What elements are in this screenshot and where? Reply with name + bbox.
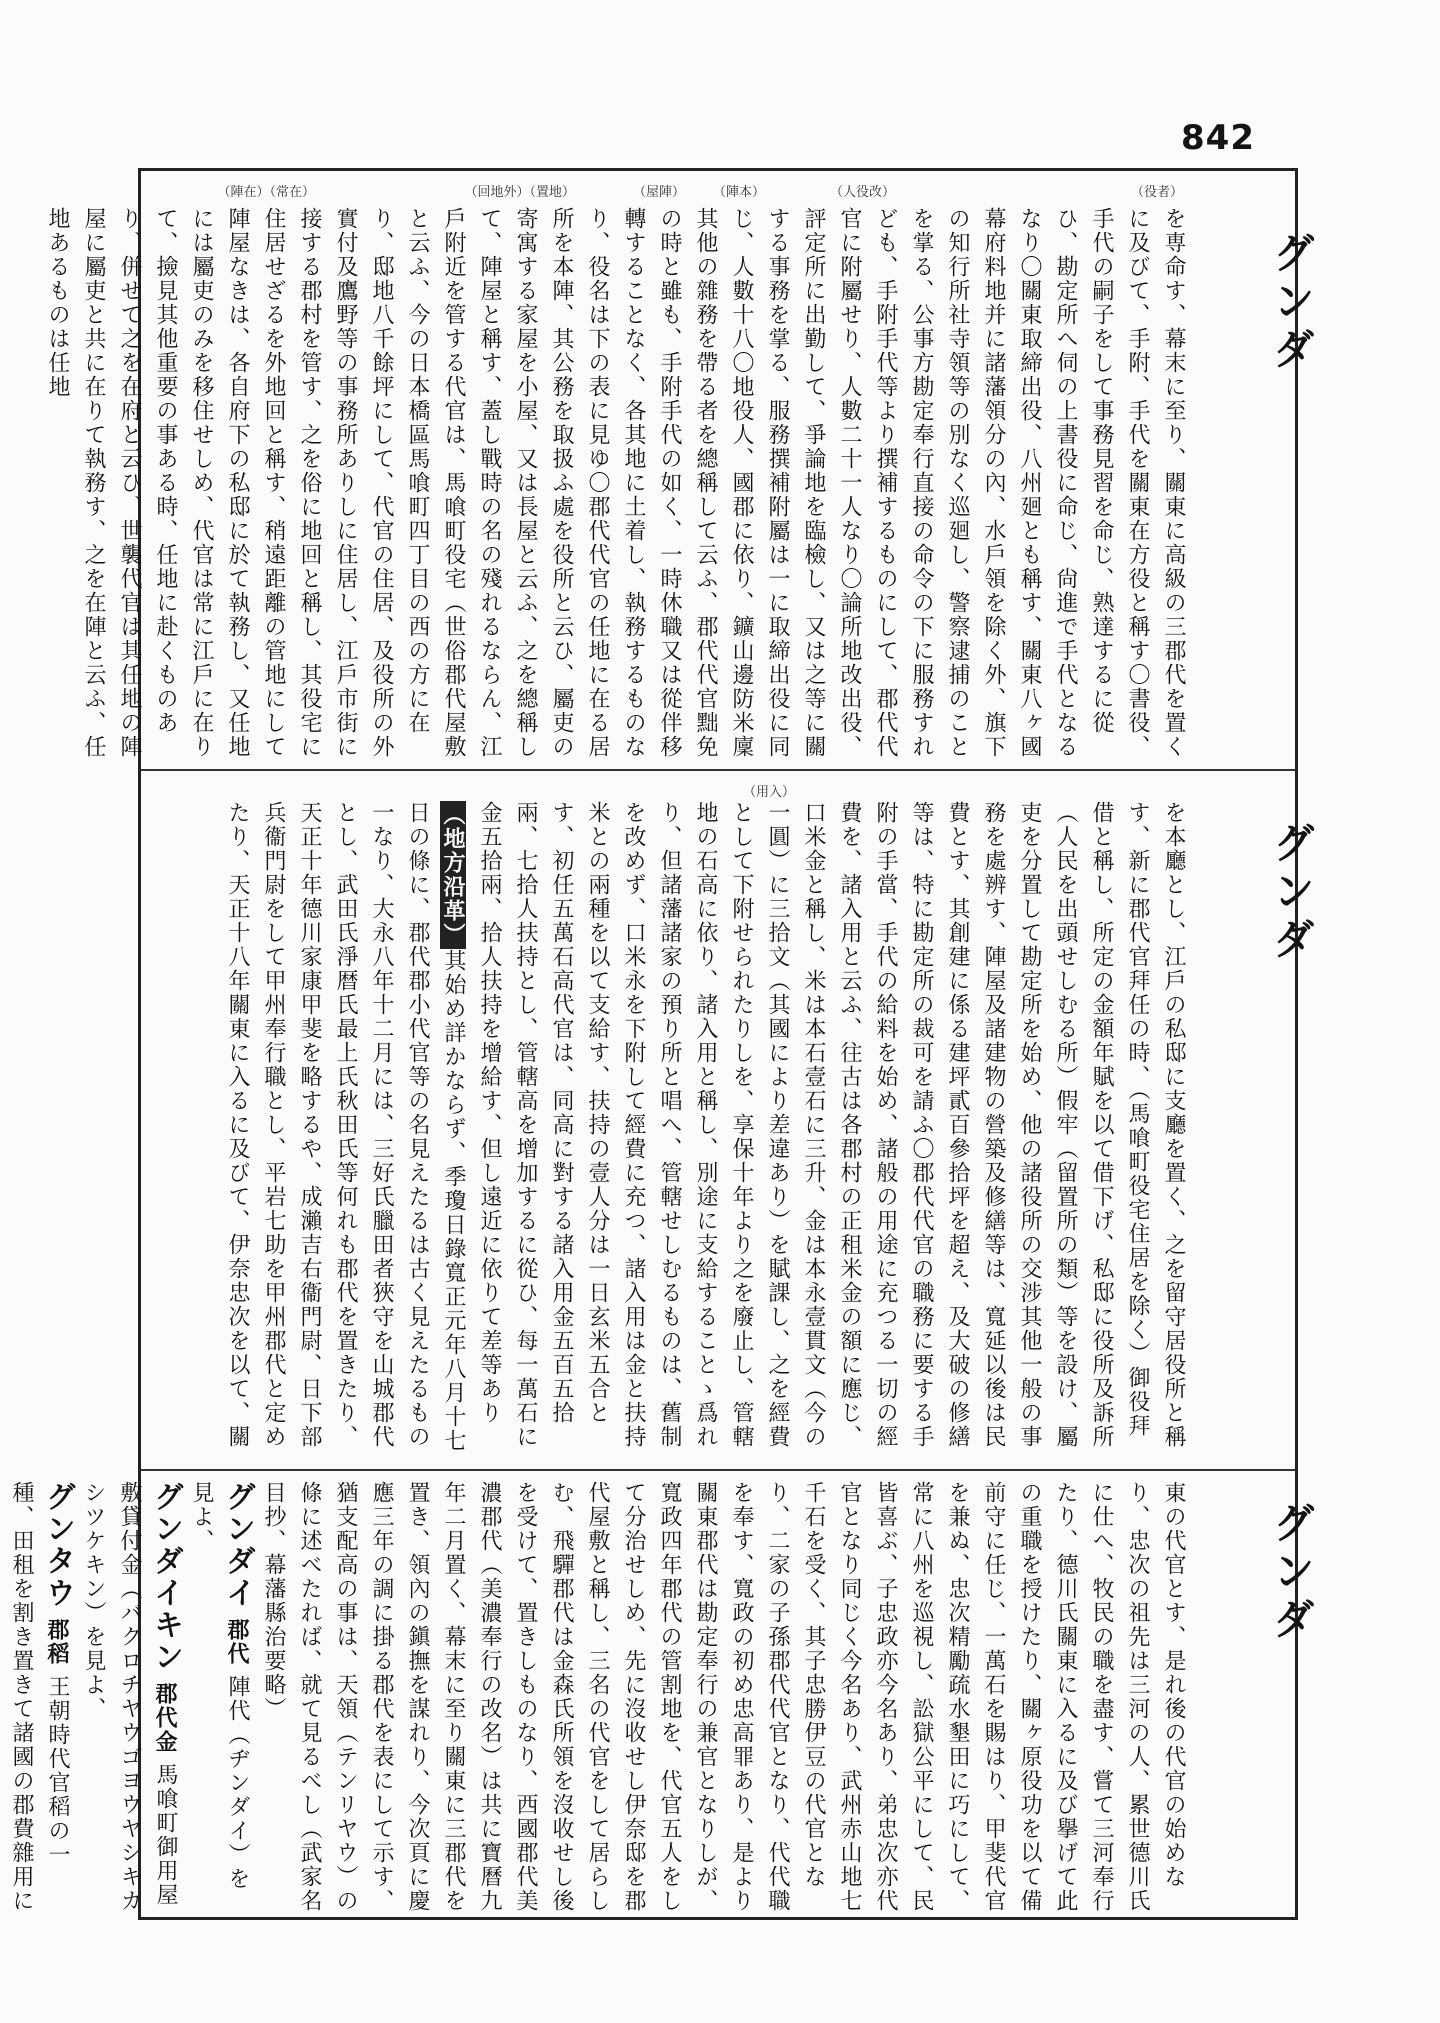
entry-gundaikin bbox=[75, 1481, 183, 1913]
page-number: 842 bbox=[1181, 118, 1255, 158]
margin-note: （陣本） bbox=[712, 185, 765, 200]
entry-gloss: 郡代金 bbox=[152, 1682, 178, 1754]
headword-3: グンダ bbox=[1267, 1501, 1316, 1645]
headword-1: グンダ bbox=[1267, 231, 1316, 375]
entry-gundai bbox=[183, 1481, 255, 1913]
body-text-main: を本廳とし、江戶の私邸に支廳を置く、之を留守居役所と稱す、新に郡代官拜任の時、（馬喰町役宅住居を除く）御役拜借と稱し、所定の金額年賦を以て借下げ、私邸に役所及訴所（人民を出頭せしむる所）假牢（留置所の類）等を設け、屬吏を分置して勘定所を始め、他の諸役所の交涉其他一般の事務を處辨す、陣屋及諸建物の營築及修繕等は、寬延以後は民費とす、其創建に係る建坪貳百參拾坪を超え、及大破の修繕等は、特に勘定所の裁可を請ふ〇郡代代官の職務に要する手附の手當、手代の給料を始め、諸般の用途に充つる一切の經費を、諸入用と云ふ、往古は各郡村の正租米金の額に應じ、口米金と稱し、米は本石壹石に三升、金は本永壹貫文（今の一圓）に三拾文（其國により差違あり）を賦課し、之を經費として下附せられたりしを、享保十年より之を廢止し、管轄地の石高に依り、諸入用と稱し、別途に支給することゝ爲れり、但諸藩諸家の預り所と唱へ、管轄せしむるものは、舊制を改めず、口米永を下附して經費に充つ、諸入用は金と扶持米との兩種を以て支給す、扶持の壹人分は一日玄米五合とす、初任五萬石高代官は、同高に對する諸入用金五百五拾兩、七拾人扶持とし、管轄高を增加するに從ひ、每一萬石に金五拾兩、拾人扶持を增給す、但し遠近に依りて差等あり bbox=[477, 801, 1186, 1449]
source-highlight: （地方沿革） bbox=[440, 803, 466, 947]
entry-band-3 bbox=[9, 1471, 1316, 1923]
entry-text: 王朝時代官稻の一種、田租を割き置きて諸國の郡費雜用に bbox=[9, 1481, 70, 1913]
entry-headword: グンタウ bbox=[40, 1481, 75, 1609]
margin-note: （回地外）（置地） bbox=[464, 185, 575, 200]
entry-text: 馬喰町御用屋敷貸付金（バクロチヤウゴヨウヤシキカシツケキン）を見よ、 bbox=[81, 1481, 178, 1913]
entry-band-2 bbox=[141, 771, 1316, 1471]
entry-gloss: 郡代 bbox=[224, 1618, 250, 1666]
body-text: を専命す、幕末に至り、關東に高級の三郡代を置くに及びて、手附、手代を關東在方役と稱す〇書役、手代の嗣子をして事務見習を命じ、熟達するに從ひ、勘定所へ伺の上書役に命じ、尙進で手代となるなり〇關東取締出役、八州廻とも稱す、關東八ヶ國幕府料地并に諸藩領分の內、水戶領を除く外、旗下の知行所社寺領等の別なく巡廻し、警察逮捕のことを掌る、公事方勘定奉行直接の命令の下に服務すれども、手附手代等より撰補するものにして、郡代代官に附屬せり、人數二十一人なり〇論所地改出役、評定所に出勤して、爭論地を臨檢し、又は之等に關する事務を掌る、服務撰補附屬は一に取締出役に同じ、人數十八〇地役人、國郡に依り、鑛山邊防米廩其他の雜務を帶る者を總稱して云ふ、郡代代官黜免の時と雖も、手附手代の如く、一時休職又は從伴移轉することなく、各其地に土着し、執務するものなり、役名は下の表に見ゆ〇郡代代官の任地に在る居所を本陣、其公務を取扱ふ處を役所と云ひ、屬吏の寄寓する家屋を小屋、又は長屋と云ふ、之を總稱して、陣屋と稱す、蓋し戰時の名の殘れるならん、江戶附近を管する代官は、馬喰町役宅（世俗郡代屋敷と云ふ、今の日本橋區馬喰町四丁目の西の方に在り、邸地八千餘坪にして、代官の住居、及役所の外實付及鷹野等の事務所ありしに住居し、江戶市街に接する郡村を管す、之を俗に地回と稱し、其役宅に住居せざるを外地回と稱す、稍遠距離の管地にして陣屋なきは、各自府下の私邸に於て執務し、又任地には屬吏のみを移住せしめ、代官は常に江戶に在りて、撿見其他重要の事ある時、任地に赴くものあり、併せて之を在府と云ひ、世襲代官は其任地の陣屋に屬吏と共に在りて執務す、之を在陣と云ふ、任地あるものは任地 bbox=[45, 207, 1186, 759]
entry-body-3 bbox=[9, 1481, 1316, 1913]
entry-band-1 bbox=[45, 171, 1316, 771]
entry-headword: グンダイキン bbox=[148, 1481, 183, 1673]
entry-body-1 bbox=[45, 207, 1316, 759]
entry-gloss: 郡稻 bbox=[44, 1618, 70, 1666]
margin-note: （用入） bbox=[742, 785, 795, 800]
margin-note: （人役改） bbox=[829, 185, 895, 200]
margin-note: （屋陣） bbox=[632, 185, 685, 200]
body-text bbox=[219, 801, 1191, 1459]
entry-guntau bbox=[0, 1481, 75, 1913]
margin-note: （役者） bbox=[1130, 185, 1183, 200]
headword-2: グンダ bbox=[1267, 821, 1316, 965]
margin-note: （陣在）（常在） bbox=[217, 185, 315, 200]
body-text-tail: 其始め詳かならず、季瓊日錄寬正元年八月十七日の條に、郡代郡小代官等の名見えたるは古く見えたるもの一なり、大永八年十二月には、三好氏臘田者狹守を山城郡代とし、武田氏淨暦氏最上氏秋田氏等何れも郡代を置きたり、天正十年德川家康甲斐を略するや、成瀨吉右衞門尉、日下部兵衞門尉をして甲州奉行職とし、平岩七助を甲州郡代と定めたり、天正十八年關東に入るに及びて、伊奈忠次を以て、關 bbox=[225, 801, 466, 1453]
entry-text: 陣代（ヂンダイ）を見よ、 bbox=[189, 1481, 250, 1891]
body-text: 東の代官とす、是れ後の代官の始めなり、忠次の祖先は三河の人、累世德川氏に仕へ、牧民の職を盡す、嘗て三河奉行たり、德川氏關東に入るに及び擧げて此の重職を授けたり、關ヶ原役功を以て備前守に任じ、一萬石を賜はり、甲斐代官を兼ぬ、忠次精勵疏水墾田に巧にして、常に八州を巡視し、訟獄公平にして、民皆喜ぶ、子忠政亦今名あり、弟忠次亦代官となり同じく今名あり、武州赤山地七千石を受く、其子忠勝伊豆の代官となり、二家の子孫郡代代官となり、代代職を奉す、寬政の初め忠高罪あり、是より關東郡代は勘定奉行の兼官となりしが、寬政四年郡代の管割地を、代官五人をして分治せしめ、先に沒收せし伊奈邸を郡代屋敷と稱し、三名の代官をして居らしむ、飛驒郡代は金森氏所領を沒收せし後を受けて、置きしものなり、西國郡代美濃郡代（美濃奉行の改名）は共に寶曆九年二月置く、幕末に至り關東に三郡代を置き、領內の鎭撫を謀れり、今次頁に慶應三年の調に掛る郡代を表にして示す、猶支配高の事は、天領（テンリヤウ）の條に述べたれば、就て見るべし（武家名目抄、幕藩縣治要略） bbox=[261, 1481, 1186, 1913]
page-frame bbox=[9, 168, 1316, 1920]
entry-body-2 bbox=[141, 801, 1316, 1459]
entry-headword: グンダイ bbox=[220, 1481, 255, 1609]
